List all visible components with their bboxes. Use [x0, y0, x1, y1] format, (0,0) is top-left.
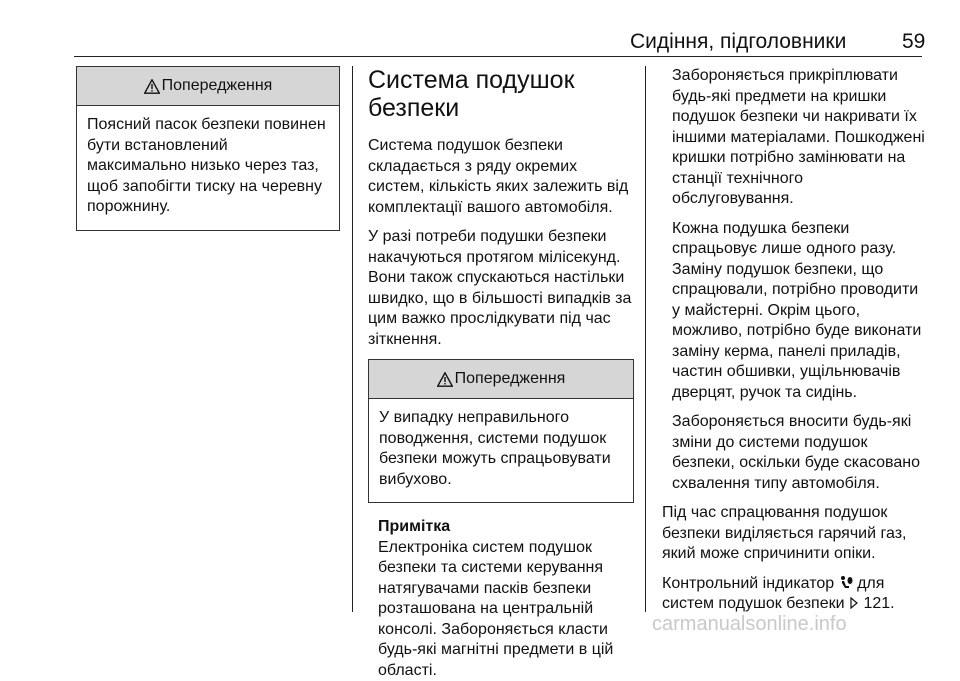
column-right — [662, 66, 928, 624]
indicator-text: Контрольний індикатор — [662, 575, 834, 592]
page-reference-icon — [849, 597, 859, 609]
warning-title: Попередження — [455, 369, 566, 390]
warning-title: Попередження — [162, 76, 273, 97]
paragraph — [662, 574, 928, 615]
page-number: 59 — [902, 30, 925, 54]
page-reference: 121. — [863, 595, 894, 612]
paragraph: Кожна подушка безпеки спрацьовує лише одного разу. Заміну подушок безпеки, що спрацювали, потрібно проводити у майстерні. Окрім цього, можливо, потрібно буде виконати заміну керма, панелі приладів, частин обшивки, ущільнювачів дверцят, ручок та сидінь. — [662, 219, 928, 404]
page-header-title: Сидіння, підголовники — [630, 30, 846, 54]
airbag-indicator-icon — [839, 575, 853, 590]
column-left — [76, 66, 340, 231]
warning-header — [77, 67, 339, 106]
warning-triangle-icon — [144, 79, 160, 94]
column-divider-right — [645, 66, 646, 612]
paragraph: У разі потреби подушки безпеки накачуються протягом мілісекунд. Вони також спускаються настільки швидко, що в більшості випадків за цим важко прослідкувати під час зіткнення. — [368, 227, 634, 350]
note-block — [368, 517, 634, 681]
paragraph: Забороняється прикріплювати будь-які предмети на кришки подушок безпеки чи накривати їх іншими матеріалами. Пошкоджені кришки потрібно замінювати на станції технічного обслуговування. — [662, 66, 928, 210]
indicator-text-continued: для систем подушок безпеки — [662, 575, 884, 613]
warning-box — [368, 359, 634, 503]
column-divider-left — [352, 66, 353, 612]
warning-text: Поясний пасок безпеки повинен бути встановлений максимально низько через таз, щоб запобігти тиску на черевну порожнину. — [77, 106, 339, 230]
header-divider — [74, 56, 922, 57]
warning-header — [369, 360, 633, 399]
paragraph: Система подушок безпеки складається з ряду окремих систем, кількість яких залежить від комплектації вашого автомобіля. — [368, 136, 634, 218]
warning-triangle-icon — [437, 372, 453, 387]
paragraph: Забороняється вносити будь-які зміни до системи подушок безпеки, оскільки буде скасовано схвалення типу автомобіля. — [662, 412, 928, 494]
section-heading: Система подушок безпеки — [368, 66, 634, 122]
paragraph: Під час спрацювання подушок безпеки виділяється гарячий газ, який може спричинити опіки. — [662, 503, 928, 565]
watermark: carmanualsonline.info — [652, 613, 847, 636]
column-middle — [368, 66, 634, 681]
note-title: Примітка — [378, 517, 634, 538]
warning-text: У випадку неправильного поводження, системи подушок безпеки можуть спрацьовувати вибухово. — [369, 399, 633, 502]
warning-box — [76, 66, 340, 231]
note-text: Електроніка систем подушок безпеки та системи керування натягувачами пасків безпеки розташована на центральній консолі. Забороняється класти будь-які магнітні предмети в цій області. — [378, 538, 634, 681]
